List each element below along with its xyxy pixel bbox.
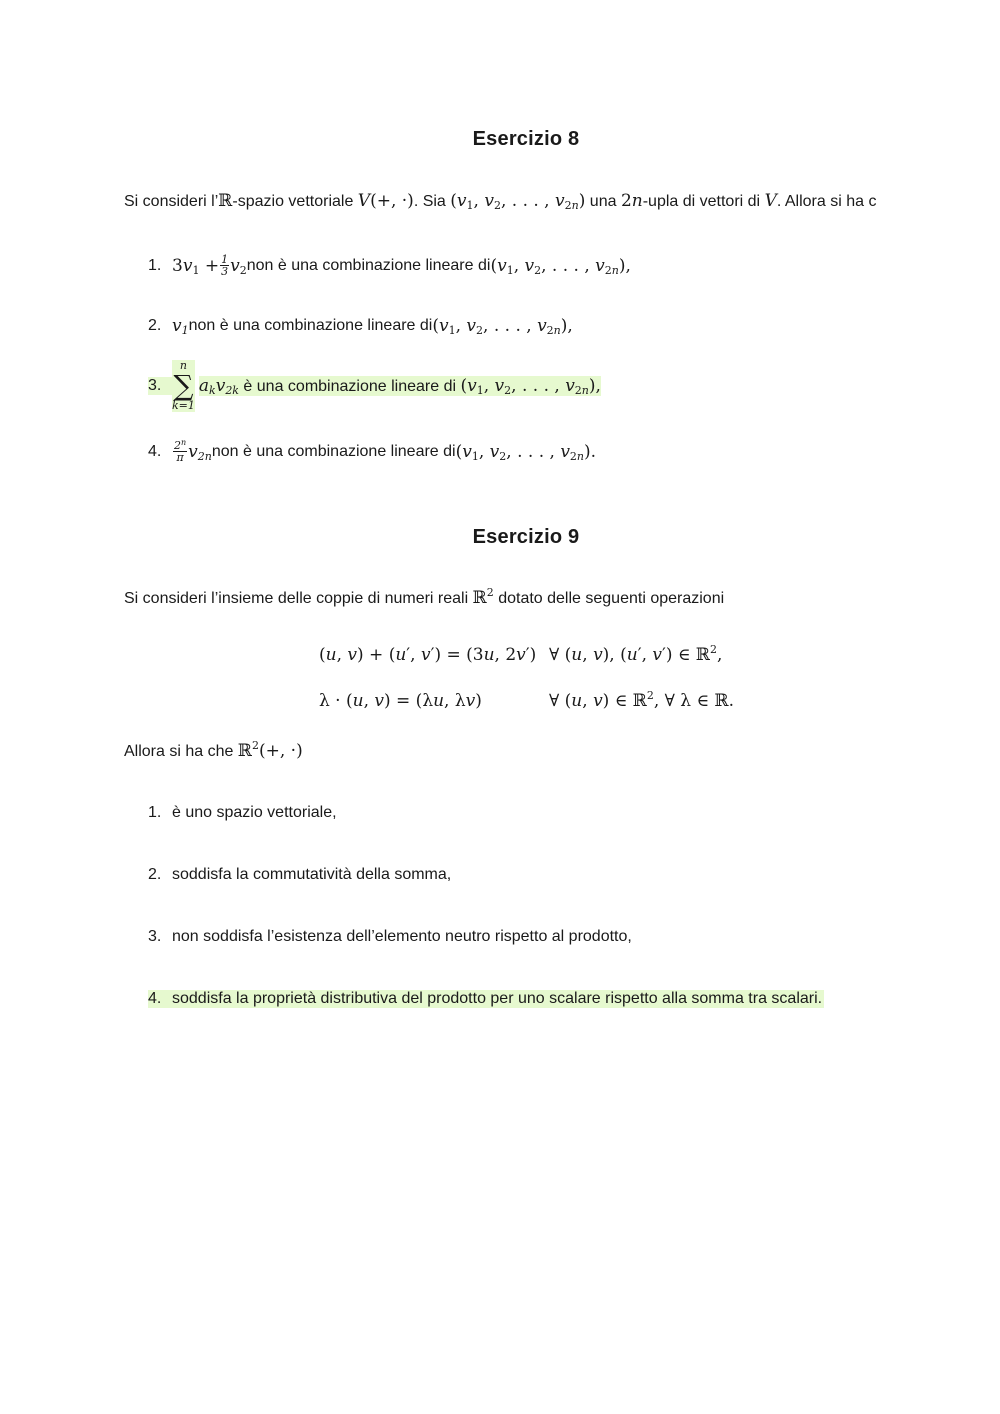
exercise-9-option-3[interactable]: 3. non soddisfa l’esistenza dell’elemento neutro rispetto al prodotto, bbox=[148, 928, 632, 945]
exercise-9-option-2[interactable]: 2. soddisfa la commutatività della somma, bbox=[148, 866, 452, 883]
exercise-9-question: Allora si ha che ℝ$^2$(+, ·) bbox=[124, 739, 303, 761]
exercise-8-option-1[interactable]: 1. $3v_1$ + $\frac{1}{3}$ $v_2$ non è una combinazione lineare di ($v_1$, $v_2$, . . . , $v_{2n}$), bbox=[148, 253, 631, 278]
equation-product-rhs: ∀ (u, v) ∈ ℝ$^2$, ∀ λ ∈ ℝ. bbox=[549, 689, 734, 711]
exercise-8-intro: Si consideri l’ℝ-spazio vettoriale V(+, ·). Sia ($v_1$, $v_2$, . . . , $v_{2n}$) una 2n-upla di vettori di V. Allora si ha c bbox=[124, 191, 877, 211]
equation-sum-lhs: (u, v) + (u′, v′) = (3u, 2v′) bbox=[319, 645, 537, 665]
summation-symbol: n ∑ k=1 bbox=[172, 359, 195, 412]
exercise-9-title: Esercizio 9 bbox=[472, 526, 580, 548]
equation-product-lhs: λ · (u, v) = (λu, λv) bbox=[319, 691, 482, 711]
exercise-9-option-4-highlighted[interactable]: 4. soddisfa la proprietà distributiva del prodotto per uno scalare rispetto alla somma tra scalari. bbox=[148, 990, 823, 1007]
exercise-9-intro: Si consideri l’insieme delle coppie di numeri reali ℝ$^2$ dotato delle seguenti operazioni bbox=[124, 586, 725, 608]
equation-sum-rhs: ∀ (u, v), (u′, v′) ∈ ℝ$^2$, bbox=[549, 643, 723, 665]
exercise-8-option-2[interactable]: 2. $v_1$ non è una combinazione lineare di ($v_1$, $v_2$, . . . , $v_{2n}$), bbox=[148, 316, 573, 337]
exercise-8-title: Esercizio 8 bbox=[472, 128, 580, 150]
exercise-9-option-1[interactable]: 1. è uno spazio vettoriale, bbox=[148, 804, 337, 821]
exercise-8-option-4[interactable]: 4. $\frac{2^n}{\pi}$ $v_{2n}$ non è una combinazione lineare di ($v_1$, $v_2$, . . . , $v_{2n}$). bbox=[148, 438, 597, 464]
exercise-8-option-3-highlighted[interactable]: 3. n ∑ k=1 $a_kv_{2k}$ è una combinazione lineare di ($v_1$, $v_2$, . . . , $v_{2n}$), bbox=[148, 359, 601, 412]
